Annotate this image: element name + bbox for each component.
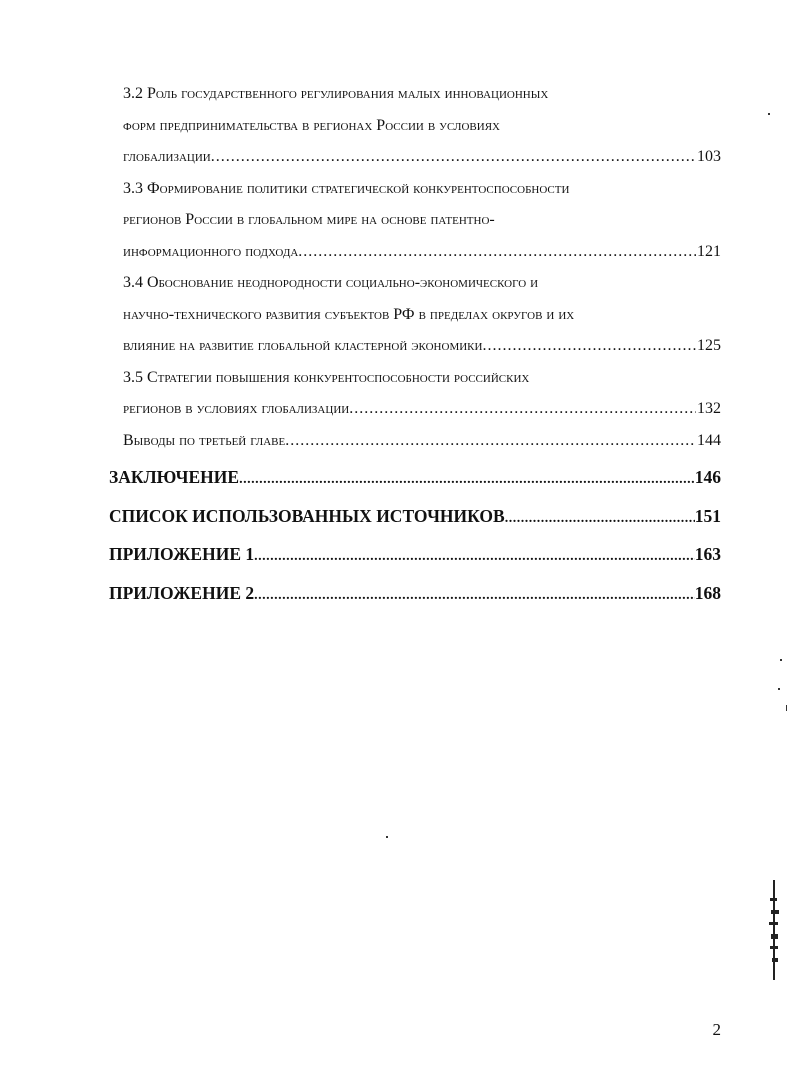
toc-entry-line: 3.2 Роль государственного регулирования малых инновационных: [123, 85, 549, 102]
page-number: 2: [712, 1020, 721, 1039]
dot-leader: [211, 141, 696, 173]
toc-page-number: 146: [694, 467, 721, 487]
dot-leader: [254, 538, 695, 577]
scan-speck: [386, 836, 388, 838]
scan-speck: [778, 688, 780, 690]
scan-binding-mark: [768, 880, 780, 980]
toc-entry-line: 3.5 Стратегии повышения конкурентоспособности российских: [123, 368, 530, 386]
toc-entry-3-3: [109, 173, 721, 268]
toc-chapter-title: ПРИЛОЖЕНИЕ 2: [109, 582, 255, 603]
toc-page-number: 103: [697, 148, 721, 165]
toc-entry-line: научно-технического развития субъектов РФ в пределах округов и их: [123, 305, 575, 323]
toc-entry-line: глобализации: [123, 148, 211, 165]
toc-entry-conclusions-chapter-3: [109, 425, 721, 457]
toc-entry-references: [109, 497, 721, 536]
toc-page-number: 121: [697, 242, 721, 260]
toc-page-number: 168: [694, 582, 721, 603]
toc-chapter-title: ЗАКЛЮЧЕНИЕ: [109, 467, 240, 487]
toc-entry-line: Выводы по третьей главе: [123, 431, 286, 449]
toc-entry-3-5: [109, 362, 721, 425]
toc-page-number: 144: [697, 431, 721, 449]
dot-leader: [482, 330, 696, 362]
toc-entry-line: регионов России в глобальном мире на основе патентно-: [123, 211, 495, 228]
toc-entry-line: форм предпринимательства в регионах России в условиях: [123, 116, 500, 134]
toc-page-number: 151: [694, 505, 721, 526]
toc-entry-line: регионов в условиях глобализации: [123, 400, 350, 417]
scan-speck: [786, 705, 787, 711]
toc-page-number: 163: [694, 544, 721, 564]
scan-speck: [768, 113, 770, 115]
dot-leader: [298, 236, 696, 268]
dot-leader: [349, 393, 696, 425]
dot-leader: [239, 461, 695, 500]
toc-entry-line: информационного подхода: [123, 242, 299, 260]
toc-page-number: 132: [697, 400, 721, 417]
toc-entry-line: 3.4 Обоснование неоднородности социально-экономического и: [123, 274, 539, 291]
toc-entry-appendix-2: [109, 574, 721, 613]
toc-entry-conclusion: [109, 458, 721, 497]
toc-entry-line: 3.3 Формирование политики стратегической конкурентоспособности: [123, 179, 570, 197]
table-of-contents: [109, 78, 721, 612]
toc-entry-3-2: [109, 78, 721, 173]
toc-chapter-title: СПИСОК ИСПОЛЬЗОВАННЫХ ИСТОЧНИКОВ: [109, 505, 505, 526]
dot-leader: [505, 500, 695, 539]
toc-chapter-title: ПРИЛОЖЕНИЕ 1: [109, 544, 255, 564]
toc-entry-3-4: [109, 267, 721, 362]
dot-leader: [285, 425, 696, 457]
toc-entry-line: влияние на развитие глобальной кластерной экономики: [123, 337, 483, 354]
dot-leader: [254, 577, 695, 616]
toc-page-number: 125: [697, 337, 721, 354]
scan-speck: [780, 659, 782, 661]
toc-entry-appendix-1: [109, 535, 721, 574]
